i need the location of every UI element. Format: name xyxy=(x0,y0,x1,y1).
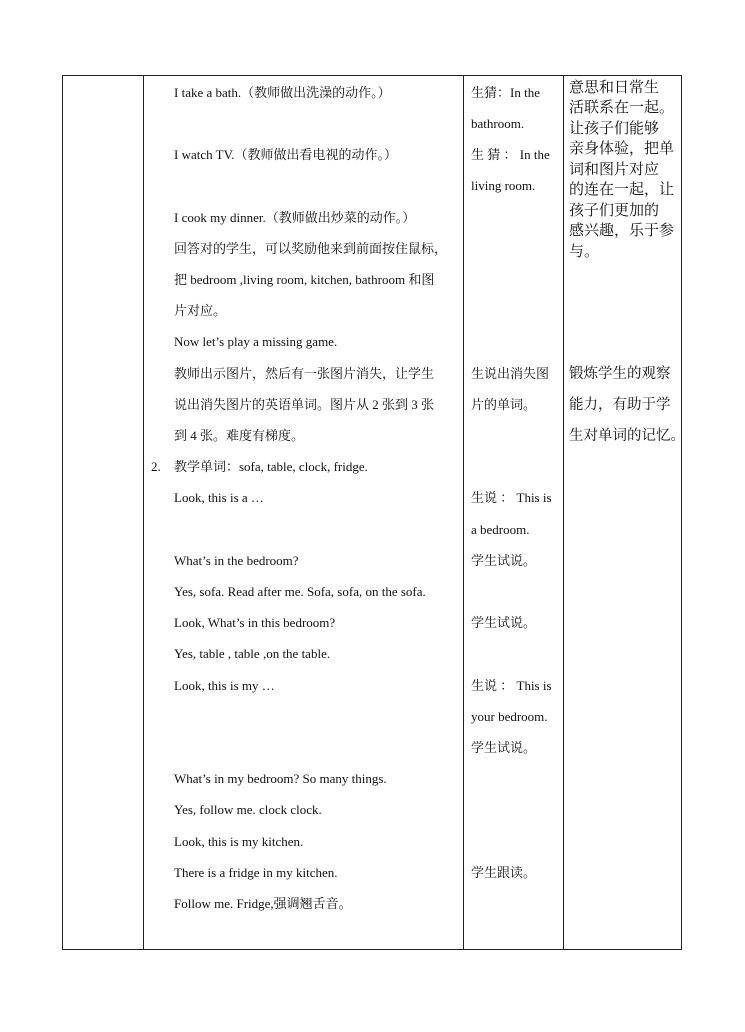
intent-line: 孩子们更加的 xyxy=(569,203,660,219)
teacher-line: Follow me. Fridge,强调翘舌音。 xyxy=(174,896,352,911)
student-line: living room. xyxy=(471,178,536,193)
lesson-plan-table xyxy=(62,75,685,950)
stage-column xyxy=(63,76,143,949)
intent-line: 活联系在一起。 xyxy=(569,100,675,116)
teacher-line: 把 bedroom ,living room, kitchen, bathroom 和图 xyxy=(174,272,435,287)
teacher-line: 说出消失图片的英语单词。图片从 2 张到 3 张 xyxy=(174,397,435,412)
student-line: your bedroom. xyxy=(471,709,548,724)
teacher-line: What’s in my bedroom? So many things. xyxy=(174,771,387,786)
student-line: a bedroom. xyxy=(471,522,530,537)
student-activity-column xyxy=(463,76,563,949)
intent-line: 词和图片对应 xyxy=(569,162,660,178)
teacher-line: 到 4 张。难度有梯度。 xyxy=(174,428,305,443)
teacher-line: There is a fridge in my kitchen. xyxy=(174,865,338,880)
intent-line: 与。 xyxy=(569,244,600,260)
teacher-line: 片对应。 xyxy=(174,303,227,318)
teacher-line: I watch TV.（教师做出看电视的动作。） xyxy=(174,147,398,162)
teacher-line: What’s in the bedroom? xyxy=(174,553,299,568)
step-number: 2. xyxy=(151,459,161,474)
student-line: 生猜：In the xyxy=(471,85,540,100)
teacher-line: Look, this is my kitchen. xyxy=(174,834,304,849)
teacher-line: Look, this is my … xyxy=(174,678,275,693)
student-line: 学生试说。 xyxy=(471,740,537,755)
student-line: 生说 ： This is xyxy=(471,678,552,693)
intent-line: 能力，有助于学 xyxy=(569,397,671,413)
intent-line: 的连在一起，让 xyxy=(569,182,675,198)
teacher-line: I cook my dinner.（教师做出炒菜的动作。） xyxy=(174,210,416,225)
student-line: 片的单词。 xyxy=(471,397,537,412)
intent-line: 意思和日常生 xyxy=(569,80,660,96)
student-line: 生说 ： This is xyxy=(471,490,552,505)
student-line: 学生跟读。 xyxy=(471,865,537,880)
teacher-line: Now let’s play a missing game. xyxy=(174,334,338,349)
student-line: 生 猜 ： In the xyxy=(471,147,550,162)
student-line: bathroom. xyxy=(471,116,525,131)
teacher-line: I take a bath.（教师做出洗澡的动作。） xyxy=(174,85,391,100)
student-line: 学生试说。 xyxy=(471,615,537,630)
teacher-line: Look, What’s in this bedroom? xyxy=(174,615,336,630)
teacher-line: Yes, table , table ,on the table. xyxy=(174,646,331,661)
teacher-line: 回答对的学生，可以奖励他来到前面按住鼠标， xyxy=(174,241,448,256)
teacher-line: Yes, sofa. Read after me. Sofa, sofa, on the sofa. xyxy=(174,584,426,599)
teacher-line: 教学单词：sofa, table, clock, fridge. xyxy=(174,459,368,474)
design-intent-column xyxy=(563,76,683,949)
intent-line: 让孩子们能够 xyxy=(569,121,660,137)
teacher-line: 教师出示图片，然后有一张图片消失，让学生 xyxy=(174,366,435,381)
teacher-activity-column xyxy=(143,76,463,949)
intent-line: 生对单词的记忆。 xyxy=(569,428,685,444)
student-line: 学生试说。 xyxy=(471,553,537,568)
intent-line: 锻炼学生的观察 xyxy=(569,366,671,382)
teacher-line: Look, this is a … xyxy=(174,490,264,505)
intent-line: 感兴趣，乐于参 xyxy=(569,223,675,239)
intent-line: 亲身体验，把单 xyxy=(569,141,675,157)
student-line: 生说出消失图 xyxy=(471,366,550,381)
teacher-line: Yes, follow me. clock clock. xyxy=(174,802,322,817)
